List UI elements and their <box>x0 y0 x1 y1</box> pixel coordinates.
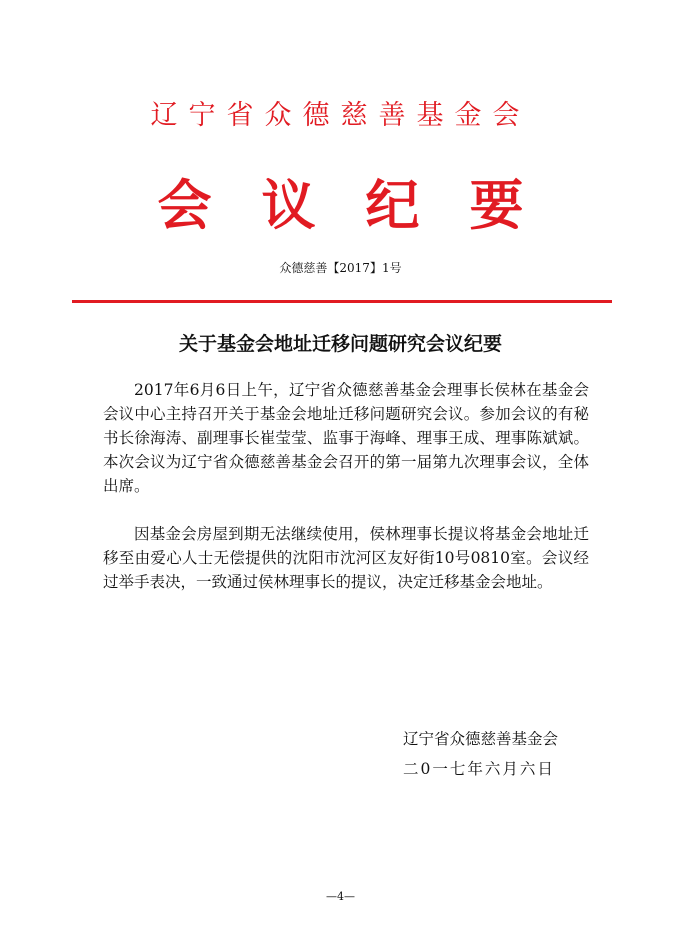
organization-title: 辽宁省众德慈善基金会 <box>150 100 531 131</box>
document-type-title: 会议纪要 <box>157 173 574 237</box>
body-paragraph-1: 2017年6月6日上午，辽宁省众德慈善基金会理事长侯林在基金会会议中心主持召开关于基金会地址迁移问题研究会议。参加会议的有秘书长徐海涛、副理事长崔莹莹、监事于海峰、理事王成、理事陈斌斌。本次会议为辽宁省众德慈善基金会召开的第一届第九次理事会议，全体出席。 <box>103 381 589 495</box>
red-divider <box>72 300 612 303</box>
page-number: —4— <box>326 890 355 903</box>
signature-date: 二0一七年六月六日 <box>403 760 555 778</box>
signature-organization: 辽宁省众德慈善基金会 <box>403 730 559 748</box>
document-number: 众德慈善【2017】1号 <box>279 261 402 275</box>
document-heading: 关于基金会地址迁移问题研究会议纪要 <box>178 333 502 355</box>
body-paragraph-2: 因基金会房屋到期无法继续使用，侯林理事长提议将基金会地址迁移至由爱心人士无偿提供的沈阳市沈河区友好街10号0810室。会议经过举手表决，一致通过侯林理事长的提议，决定迁移基金会地址。 <box>103 525 589 591</box>
